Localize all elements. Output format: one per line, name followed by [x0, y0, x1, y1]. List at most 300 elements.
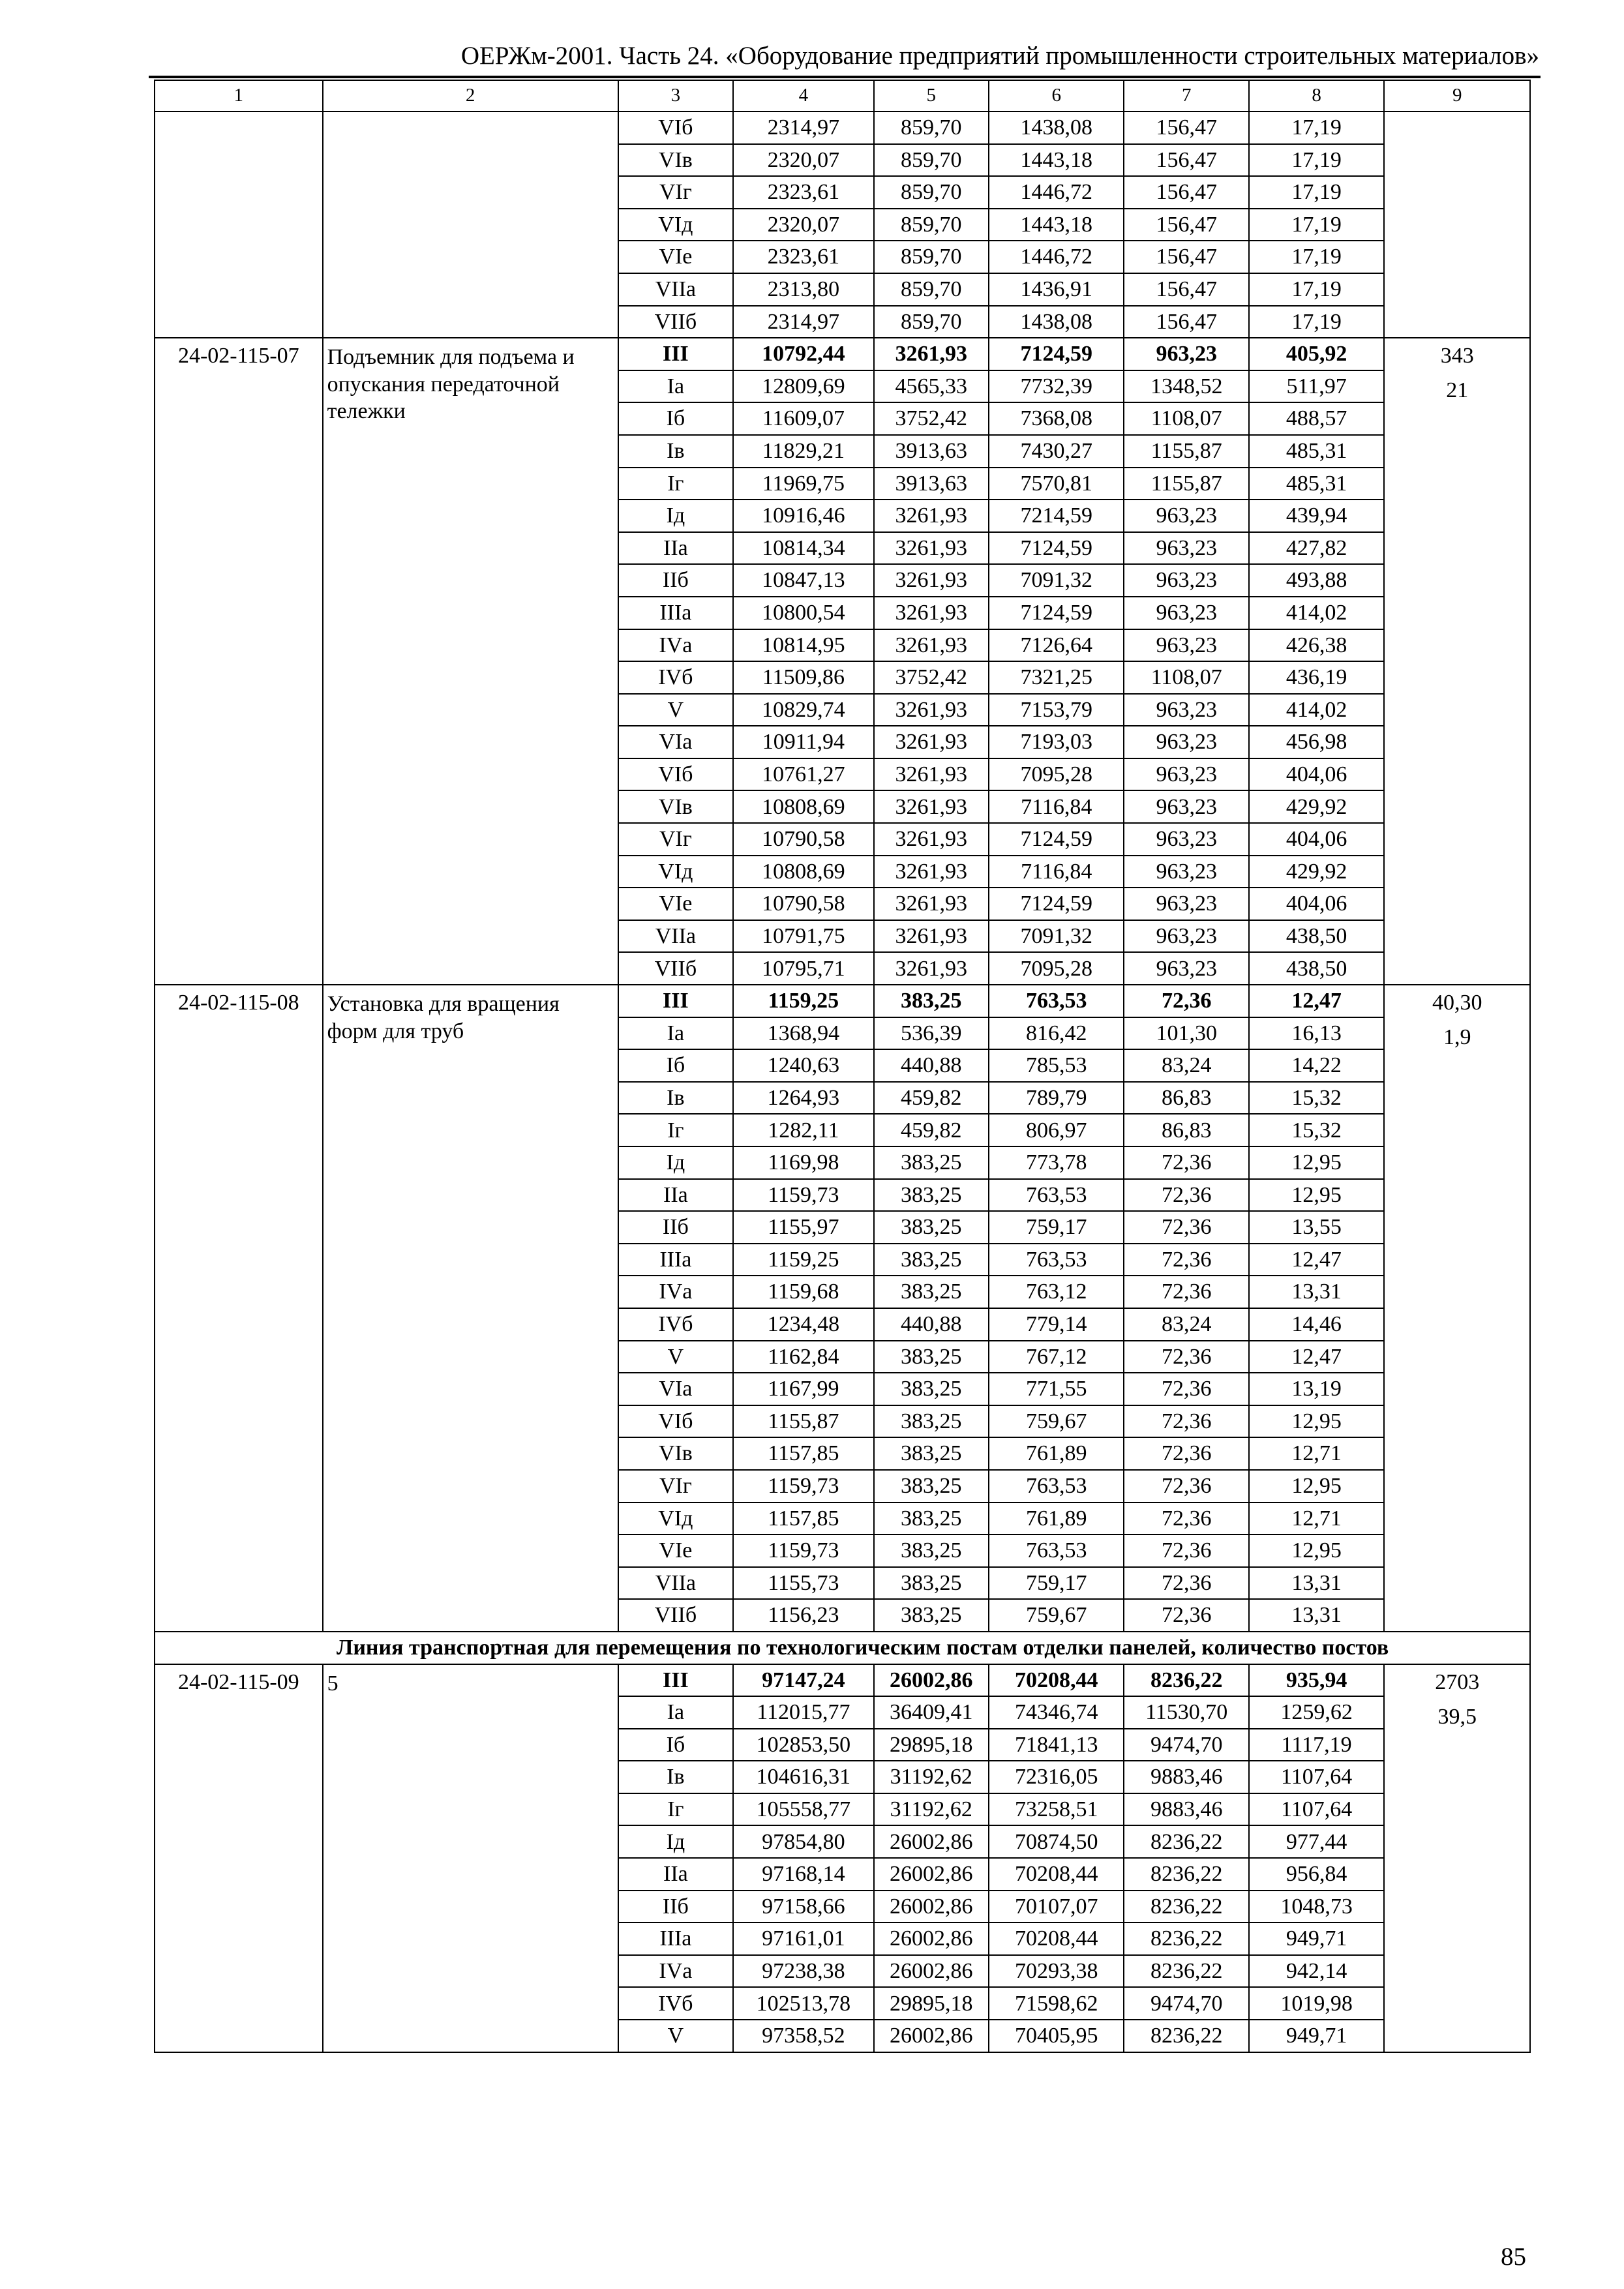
row-value: 383,25: [874, 1534, 989, 1567]
row-condition: Iд: [618, 1825, 733, 1858]
row-value: 10790,58: [733, 888, 874, 920]
row-condition: IIа: [618, 532, 733, 565]
row-value: 763,53: [989, 1244, 1124, 1276]
row-value: 13,31: [1249, 1599, 1384, 1632]
row-condition: Iб: [618, 402, 733, 435]
row-condition: IIIа: [618, 597, 733, 629]
column-number: 4: [733, 80, 874, 112]
row-value: 12,47: [1249, 1244, 1384, 1276]
row-value: 859,70: [874, 112, 989, 144]
row-condition: VIв: [618, 1437, 733, 1470]
row-value: 112015,77: [733, 1696, 874, 1729]
row-value: 17,19: [1249, 241, 1384, 273]
row-value: 72316,05: [989, 1761, 1124, 1793]
row-value: 97147,24: [733, 1664, 874, 1697]
table-row: [155, 985, 1530, 1017]
row-condition: VIг: [618, 1470, 733, 1503]
row-value: 3261,93: [874, 694, 989, 726]
row-value: 763,53: [989, 1534, 1124, 1567]
row-value: 72,36: [1124, 1567, 1248, 1600]
row-value: 13,31: [1249, 1567, 1384, 1600]
row-condition: Iа: [618, 1017, 733, 1050]
section-title: Линия транспортная для перемещения по технологическим постам отделки панелей, количество постов: [155, 1632, 1530, 1664]
row-condition: IIIа: [618, 1922, 733, 1955]
row-value: 17,19: [1249, 112, 1384, 144]
row-condition: IVб: [618, 661, 733, 694]
row-condition: VIIб: [618, 952, 733, 985]
row-value: 2314,97: [733, 306, 874, 338]
column-number: 9: [1384, 80, 1530, 112]
row-condition: VIб: [618, 1405, 733, 1438]
row-value: 1107,64: [1249, 1793, 1384, 1826]
row-value: 2320,07: [733, 209, 874, 241]
row-value: 383,25: [874, 1179, 989, 1212]
row-value: 26002,86: [874, 1664, 989, 1697]
row-value: 13,55: [1249, 1211, 1384, 1244]
row-value: 17,19: [1249, 176, 1384, 209]
row-value: 3261,93: [874, 856, 989, 888]
row-value: 10792,44: [733, 338, 874, 370]
row-condition: Iв: [618, 1082, 733, 1115]
row-value: 70874,50: [989, 1825, 1124, 1858]
row-condition: VIд: [618, 1503, 733, 1535]
row-value: 429,92: [1249, 856, 1384, 888]
row-value: 1348,52: [1124, 370, 1248, 403]
row-value: 72,36: [1124, 1599, 1248, 1632]
row-condition: IIб: [618, 1891, 733, 1923]
tk-cell: [1384, 338, 1530, 985]
row-condition: Iв: [618, 435, 733, 468]
row-value: 859,70: [874, 144, 989, 177]
resource-code: 24-02-115-09: [155, 1664, 323, 2052]
row-condition: VIе: [618, 888, 733, 920]
row-value: 7124,59: [989, 532, 1124, 565]
row-value: 7193,03: [989, 726, 1124, 758]
row-value: 1107,64: [1249, 1761, 1384, 1793]
row-condition: VIг: [618, 823, 733, 856]
row-value: 26002,86: [874, 1891, 989, 1923]
row-condition: V: [618, 2020, 733, 2052]
resource-code: 24-02-115-07: [155, 338, 323, 985]
row-condition: VIIб: [618, 306, 733, 338]
table-row: [155, 1664, 1530, 1697]
row-value: 1446,72: [989, 241, 1124, 273]
row-value: 383,25: [874, 1599, 989, 1632]
row-value: 383,25: [874, 1567, 989, 1600]
row-value: 74346,74: [989, 1696, 1124, 1729]
row-value: 493,88: [1249, 564, 1384, 597]
row-value: 3261,93: [874, 726, 989, 758]
row-value: 963,23: [1124, 726, 1248, 758]
row-value: 859,70: [874, 273, 989, 306]
row-value: 7095,28: [989, 758, 1124, 791]
row-value: 12,47: [1249, 1341, 1384, 1373]
row-value: 70208,44: [989, 1858, 1124, 1891]
row-value: 1169,98: [733, 1146, 874, 1179]
row-value: 156,47: [1124, 144, 1248, 177]
row-value: 101,30: [1124, 1017, 1248, 1050]
row-value: 3913,63: [874, 468, 989, 500]
row-value: 1157,85: [733, 1503, 874, 1535]
row-value: 1108,07: [1124, 661, 1248, 694]
row-value: 70405,95: [989, 2020, 1124, 2052]
row-value: 26002,86: [874, 1922, 989, 1955]
row-value: 73258,51: [989, 1793, 1124, 1826]
empty-code-cell: [155, 112, 323, 338]
row-value: 11969,75: [733, 468, 874, 500]
row-value: 12,71: [1249, 1437, 1384, 1470]
tk-cell: [1384, 1664, 1530, 2052]
row-value: 1240,63: [733, 1049, 874, 1082]
row-value: 10814,34: [733, 532, 874, 565]
row-value: 2323,61: [733, 241, 874, 273]
row-value: 156,47: [1124, 176, 1248, 209]
row-value: 70293,38: [989, 1955, 1124, 1988]
row-condition: VIб: [618, 758, 733, 791]
row-value: 3913,63: [874, 435, 989, 468]
row-value: 383,25: [874, 1146, 989, 1179]
row-value: 3261,93: [874, 888, 989, 920]
row-value: 7116,84: [989, 856, 1124, 888]
row-value: 31192,62: [874, 1761, 989, 1793]
row-value: 963,23: [1124, 790, 1248, 823]
row-value: 10847,13: [733, 564, 874, 597]
column-number: 5: [874, 80, 989, 112]
row-value: 963,23: [1124, 823, 1248, 856]
row-value: 8236,22: [1124, 1664, 1248, 1697]
row-value: 1155,87: [1124, 468, 1248, 500]
running-header: ОЕРЖм-2001. Часть 24. «Оборудование предприятий промышленности строительных материалов»: [460, 42, 1539, 70]
column-number: 3: [618, 80, 733, 112]
row-value: 963,23: [1124, 597, 1248, 629]
row-value: 17,19: [1249, 144, 1384, 177]
resource-code: 24-02-115-08: [155, 985, 323, 1632]
row-value: 773,78: [989, 1146, 1124, 1179]
row-value: 72,36: [1124, 1341, 1248, 1373]
row-value: 763,53: [989, 1179, 1124, 1212]
row-value: 511,97: [1249, 370, 1384, 403]
row-value: 97168,14: [733, 1858, 874, 1891]
row-value: 7095,28: [989, 952, 1124, 985]
row-value: 9883,46: [1124, 1793, 1248, 1826]
row-value: 12,95: [1249, 1405, 1384, 1438]
row-value: 383,25: [874, 1405, 989, 1438]
column-number-row: [155, 80, 1530, 112]
row-value: 29895,18: [874, 1987, 989, 2020]
row-value: 488,57: [1249, 402, 1384, 435]
row-value: 383,25: [874, 1341, 989, 1373]
row-value: 7570,81: [989, 468, 1124, 500]
row-value: 10808,69: [733, 790, 874, 823]
row-value: 7732,39: [989, 370, 1124, 403]
row-value: 71841,13: [989, 1729, 1124, 1761]
row-value: 1159,25: [733, 1244, 874, 1276]
row-value: 10814,95: [733, 629, 874, 662]
row-condition: Iа: [618, 1696, 733, 1729]
row-value: 12809,69: [733, 370, 874, 403]
row-value: 70208,44: [989, 1664, 1124, 1697]
row-value: 963,23: [1124, 532, 1248, 565]
row-value: 3261,93: [874, 758, 989, 791]
column-number: 6: [989, 80, 1124, 112]
row-value: 3261,93: [874, 952, 989, 985]
row-value: 859,70: [874, 176, 989, 209]
row-condition: VIIа: [618, 273, 733, 306]
row-value: 1446,72: [989, 176, 1124, 209]
row-value: 10800,54: [733, 597, 874, 629]
row-value: 12,71: [1249, 1503, 1384, 1535]
row-value: 761,89: [989, 1503, 1124, 1535]
row-value: 426,38: [1249, 629, 1384, 662]
row-value: 763,12: [989, 1276, 1124, 1308]
row-value: 72,36: [1124, 1534, 1248, 1567]
row-condition: Iб: [618, 1049, 733, 1082]
row-value: 12,95: [1249, 1470, 1384, 1503]
section-row: [155, 1632, 1530, 1664]
row-value: 949,71: [1249, 2020, 1384, 2052]
row-value: 97161,01: [733, 1922, 874, 1955]
row-value: 383,25: [874, 1373, 989, 1405]
row-condition: IIа: [618, 1179, 733, 1212]
row-value: 97158,66: [733, 1891, 874, 1923]
row-value: 1282,11: [733, 1114, 874, 1146]
row-value: 963,23: [1124, 338, 1248, 370]
row-value: 12,95: [1249, 1179, 1384, 1212]
row-value: 97238,38: [733, 1955, 874, 1988]
row-value: 86,83: [1124, 1082, 1248, 1115]
row-condition: Iг: [618, 1793, 733, 1826]
row-value: 97358,52: [733, 2020, 874, 2052]
row-value: 105558,77: [733, 1793, 874, 1826]
row-value: 72,36: [1124, 985, 1248, 1017]
row-value: 963,23: [1124, 952, 1248, 985]
row-condition: III: [618, 338, 733, 370]
row-value: 456,98: [1249, 726, 1384, 758]
table-body: [155, 80, 1530, 2052]
row-condition: III: [618, 985, 733, 1017]
row-value: 7368,08: [989, 402, 1124, 435]
row-value: 1159,73: [733, 1470, 874, 1503]
row-value: 404,06: [1249, 758, 1384, 791]
row-condition: VIа: [618, 1373, 733, 1405]
row-value: 156,47: [1124, 273, 1248, 306]
row-value: 1167,99: [733, 1373, 874, 1405]
row-condition: VIIа: [618, 920, 733, 953]
row-value: 761,89: [989, 1437, 1124, 1470]
column-number: 2: [323, 80, 618, 112]
row-value: 7126,64: [989, 629, 1124, 662]
row-value: 414,02: [1249, 597, 1384, 629]
row-value: 759,17: [989, 1211, 1124, 1244]
row-value: 1155,97: [733, 1211, 874, 1244]
tk-value-main: 343: [1440, 344, 1474, 368]
row-value: 383,25: [874, 1503, 989, 1535]
row-condition: Iд: [618, 1146, 733, 1179]
row-value: 1159,73: [733, 1179, 874, 1212]
row-value: 1159,25: [733, 985, 874, 1017]
row-value: 10911,94: [733, 726, 874, 758]
row-value: 17,19: [1249, 209, 1384, 241]
row-value: 3261,93: [874, 790, 989, 823]
row-value: 3752,42: [874, 661, 989, 694]
row-value: 767,12: [989, 1341, 1124, 1373]
row-value: 104616,31: [733, 1761, 874, 1793]
row-value: 72,36: [1124, 1211, 1248, 1244]
row-condition: VIе: [618, 1534, 733, 1567]
row-value: 13,19: [1249, 1373, 1384, 1405]
row-value: 11530,70: [1124, 1696, 1248, 1729]
row-value: 440,88: [874, 1308, 989, 1341]
row-value: 72,36: [1124, 1179, 1248, 1212]
price-table: [154, 80, 1531, 2053]
row-value: 12,95: [1249, 1146, 1384, 1179]
row-value: 156,47: [1124, 209, 1248, 241]
row-value: 26002,86: [874, 1955, 989, 1988]
row-value: 156,47: [1124, 306, 1248, 338]
row-value: 3261,93: [874, 532, 989, 565]
row-value: 10795,71: [733, 952, 874, 985]
row-value: 83,24: [1124, 1308, 1248, 1341]
row-condition: IVа: [618, 1955, 733, 1988]
row-value: 963,23: [1124, 856, 1248, 888]
row-value: 963,23: [1124, 920, 1248, 953]
row-value: 383,25: [874, 1437, 989, 1470]
resource-name: Подъемник для подъема и опускания передаточной тележки: [323, 338, 618, 985]
row-value: 485,31: [1249, 435, 1384, 468]
row-condition: Iг: [618, 1114, 733, 1146]
row-value: 72,36: [1124, 1146, 1248, 1179]
row-value: 977,44: [1249, 1825, 1384, 1858]
row-condition: Iа: [618, 370, 733, 403]
table-row: [155, 112, 1530, 144]
row-condition: VIв: [618, 790, 733, 823]
row-value: 1443,18: [989, 144, 1124, 177]
row-value: 963,23: [1124, 500, 1248, 532]
row-value: 935,94: [1249, 1664, 1384, 1697]
row-condition: IVа: [618, 1276, 733, 1308]
row-value: 1048,73: [1249, 1891, 1384, 1923]
row-value: 7124,59: [989, 888, 1124, 920]
row-condition: IIб: [618, 564, 733, 597]
row-value: 156,47: [1124, 112, 1248, 144]
row-value: 1234,48: [733, 1308, 874, 1341]
row-value: 8236,22: [1124, 1858, 1248, 1891]
row-value: 763,53: [989, 985, 1124, 1017]
row-value: 1162,84: [733, 1341, 874, 1373]
row-condition: VIд: [618, 856, 733, 888]
row-value: 14,22: [1249, 1049, 1384, 1082]
row-value: 949,71: [1249, 1922, 1384, 1955]
row-value: 2313,80: [733, 273, 874, 306]
row-value: 816,42: [989, 1017, 1124, 1050]
row-value: 97854,80: [733, 1825, 874, 1858]
row-value: 8236,22: [1124, 1922, 1248, 1955]
row-value: 72,36: [1124, 1470, 1248, 1503]
row-value: 72,36: [1124, 1437, 1248, 1470]
row-value: 759,67: [989, 1405, 1124, 1438]
row-condition: VIIа: [618, 1567, 733, 1600]
row-value: 7091,32: [989, 920, 1124, 953]
row-value: 8236,22: [1124, 1825, 1248, 1858]
column-number: 7: [1124, 80, 1248, 112]
row-value: 963,23: [1124, 758, 1248, 791]
row-value: 440,88: [874, 1049, 989, 1082]
row-value: 8236,22: [1124, 1955, 1248, 1988]
row-value: 26002,86: [874, 1858, 989, 1891]
empty-name-cell: [323, 112, 618, 338]
row-condition: IVб: [618, 1308, 733, 1341]
row-condition: VIIб: [618, 1599, 733, 1632]
row-condition: VIд: [618, 209, 733, 241]
row-condition: V: [618, 694, 733, 726]
tk-value-secondary: 1,9: [1443, 1025, 1471, 1050]
row-value: 759,17: [989, 1567, 1124, 1600]
table-row: [155, 338, 1530, 370]
row-value: 72,36: [1124, 1244, 1248, 1276]
row-value: 15,32: [1249, 1082, 1384, 1115]
row-value: 3752,42: [874, 402, 989, 435]
row-value: 439,94: [1249, 500, 1384, 532]
row-value: 427,82: [1249, 532, 1384, 565]
row-value: 102513,78: [733, 1987, 874, 2020]
row-value: 8236,22: [1124, 2020, 1248, 2052]
row-value: 12,95: [1249, 1534, 1384, 1567]
row-value: 10761,27: [733, 758, 874, 791]
row-value: 36409,41: [874, 1696, 989, 1729]
row-value: 83,24: [1124, 1049, 1248, 1082]
row-value: 3261,93: [874, 338, 989, 370]
row-value: 1019,98: [1249, 1987, 1384, 2020]
row-value: 3261,93: [874, 597, 989, 629]
row-value: 963,23: [1124, 564, 1248, 597]
row-value: 11829,21: [733, 435, 874, 468]
row-value: 10808,69: [733, 856, 874, 888]
row-value: 10829,74: [733, 694, 874, 726]
row-value: 785,53: [989, 1049, 1124, 1082]
row-condition: VIв: [618, 144, 733, 177]
row-value: 404,06: [1249, 888, 1384, 920]
row-value: 7091,32: [989, 564, 1124, 597]
row-value: 102853,50: [733, 1729, 874, 1761]
row-value: 383,25: [874, 1244, 989, 1276]
row-value: 7124,59: [989, 823, 1124, 856]
tk-value-secondary: 39,5: [1437, 1704, 1477, 1729]
column-number: 1: [155, 80, 323, 112]
resource-name: 5: [323, 1664, 618, 2052]
row-value: 2314,97: [733, 112, 874, 144]
row-condition: IIб: [618, 1211, 733, 1244]
column-number: 8: [1249, 80, 1384, 112]
row-value: 1155,87: [1124, 435, 1248, 468]
row-value: 9474,70: [1124, 1729, 1248, 1761]
row-value: 9474,70: [1124, 1987, 1248, 2020]
row-value: 3261,93: [874, 629, 989, 662]
row-value: 963,23: [1124, 888, 1248, 920]
empty-tk-cell: [1384, 112, 1530, 338]
row-value: 1259,62: [1249, 1696, 1384, 1729]
row-value: 759,67: [989, 1599, 1124, 1632]
row-value: 438,50: [1249, 920, 1384, 953]
row-value: 1157,85: [733, 1437, 874, 1470]
row-value: 11509,86: [733, 661, 874, 694]
row-value: 806,97: [989, 1114, 1124, 1146]
row-condition: V: [618, 1341, 733, 1373]
row-value: 8236,22: [1124, 1891, 1248, 1923]
row-value: 963,23: [1124, 694, 1248, 726]
page-number: 85: [1501, 2243, 1526, 2271]
row-value: 1108,07: [1124, 402, 1248, 435]
row-value: 485,31: [1249, 468, 1384, 500]
